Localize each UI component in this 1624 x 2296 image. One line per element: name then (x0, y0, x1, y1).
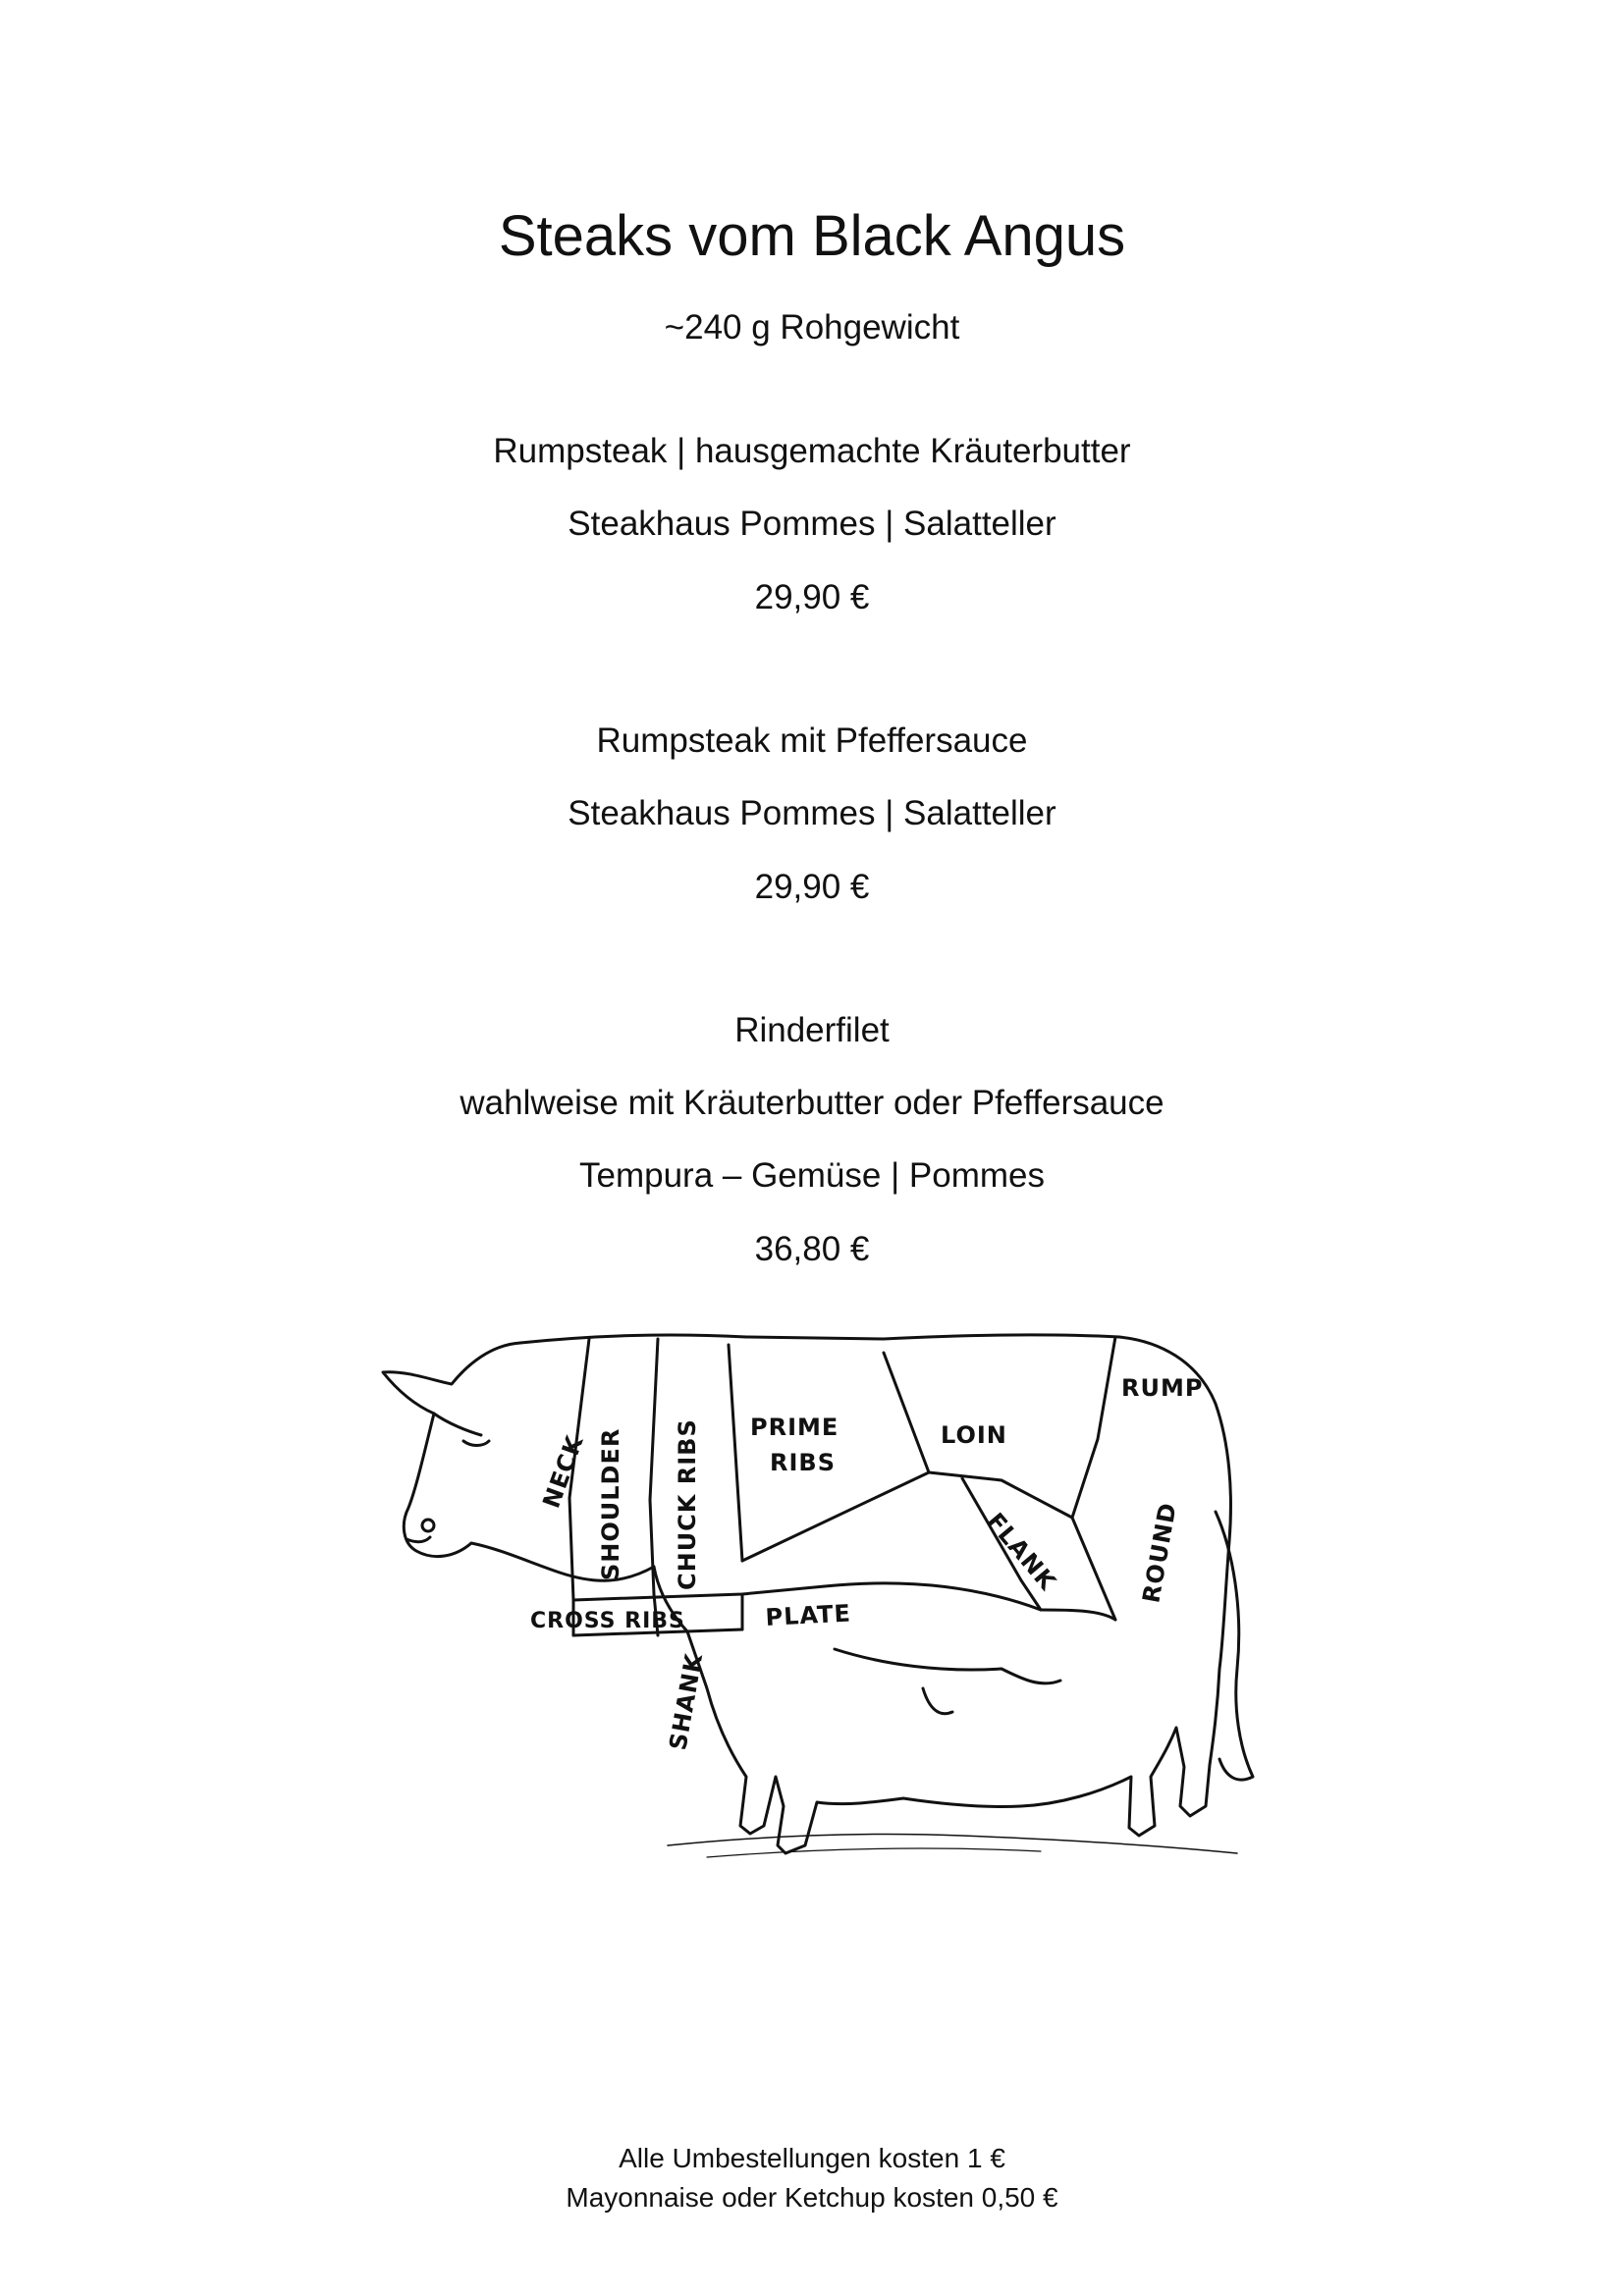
cow-illustration (373, 1315, 1257, 1865)
footer-sauce-fee: Mayonnaise oder Ketchup kosten 0,50 € (566, 2182, 1058, 2213)
dish-sides: Steakhaus Pommes | Salatteller (568, 505, 1056, 543)
cut-cross-ribs: CROSS RIBS (530, 1609, 685, 1633)
dish-price: 36,80 € (754, 1230, 870, 1268)
beef-cuts-diagram (373, 1315, 1257, 1865)
dish-price: 29,90 € (754, 578, 870, 616)
dish-sides: Tempura – Gemüse | Pommes (579, 1156, 1045, 1195)
cut-rump: RUMP (1121, 1374, 1204, 1402)
cut-loin: LOIN (941, 1421, 1007, 1449)
dish-price: 29,90 € (754, 868, 870, 906)
cut-shank: SHANK (664, 1651, 709, 1753)
cut-prime: PRIME (750, 1414, 839, 1441)
dish-sides: Steakhaus Pommes | Salatteller (568, 794, 1056, 832)
cut-round: ROUND (1137, 1500, 1182, 1606)
cut-neck: NECK (537, 1431, 589, 1513)
dish-sauce-choice: wahlweise mit Kräuterbutter oder Pfeffersauce (460, 1084, 1164, 1122)
cut-shoulder: SHOULDER (597, 1427, 624, 1580)
cut-chuck-ribs: CHUCK RIBS (674, 1418, 701, 1590)
dish-name: Rumpsteak | hausgemachte Kräuterbutter (493, 432, 1131, 470)
footer-rebooking-fee: Alle Umbestellungen kosten 1 € (619, 2143, 1005, 2173)
dish-name: Rinderfilet (734, 1011, 890, 1049)
cut-flank: FLANK (981, 1507, 1062, 1596)
weight-note: ~240 g Rohgewicht (664, 308, 960, 347)
menu-title: Steaks vom Black Angus (498, 204, 1126, 268)
cut-ribs: RIBS (770, 1449, 836, 1476)
dish-name: Rumpsteak mit Pfeffersauce (596, 721, 1028, 760)
cut-plate: PLATE (764, 1599, 852, 1631)
